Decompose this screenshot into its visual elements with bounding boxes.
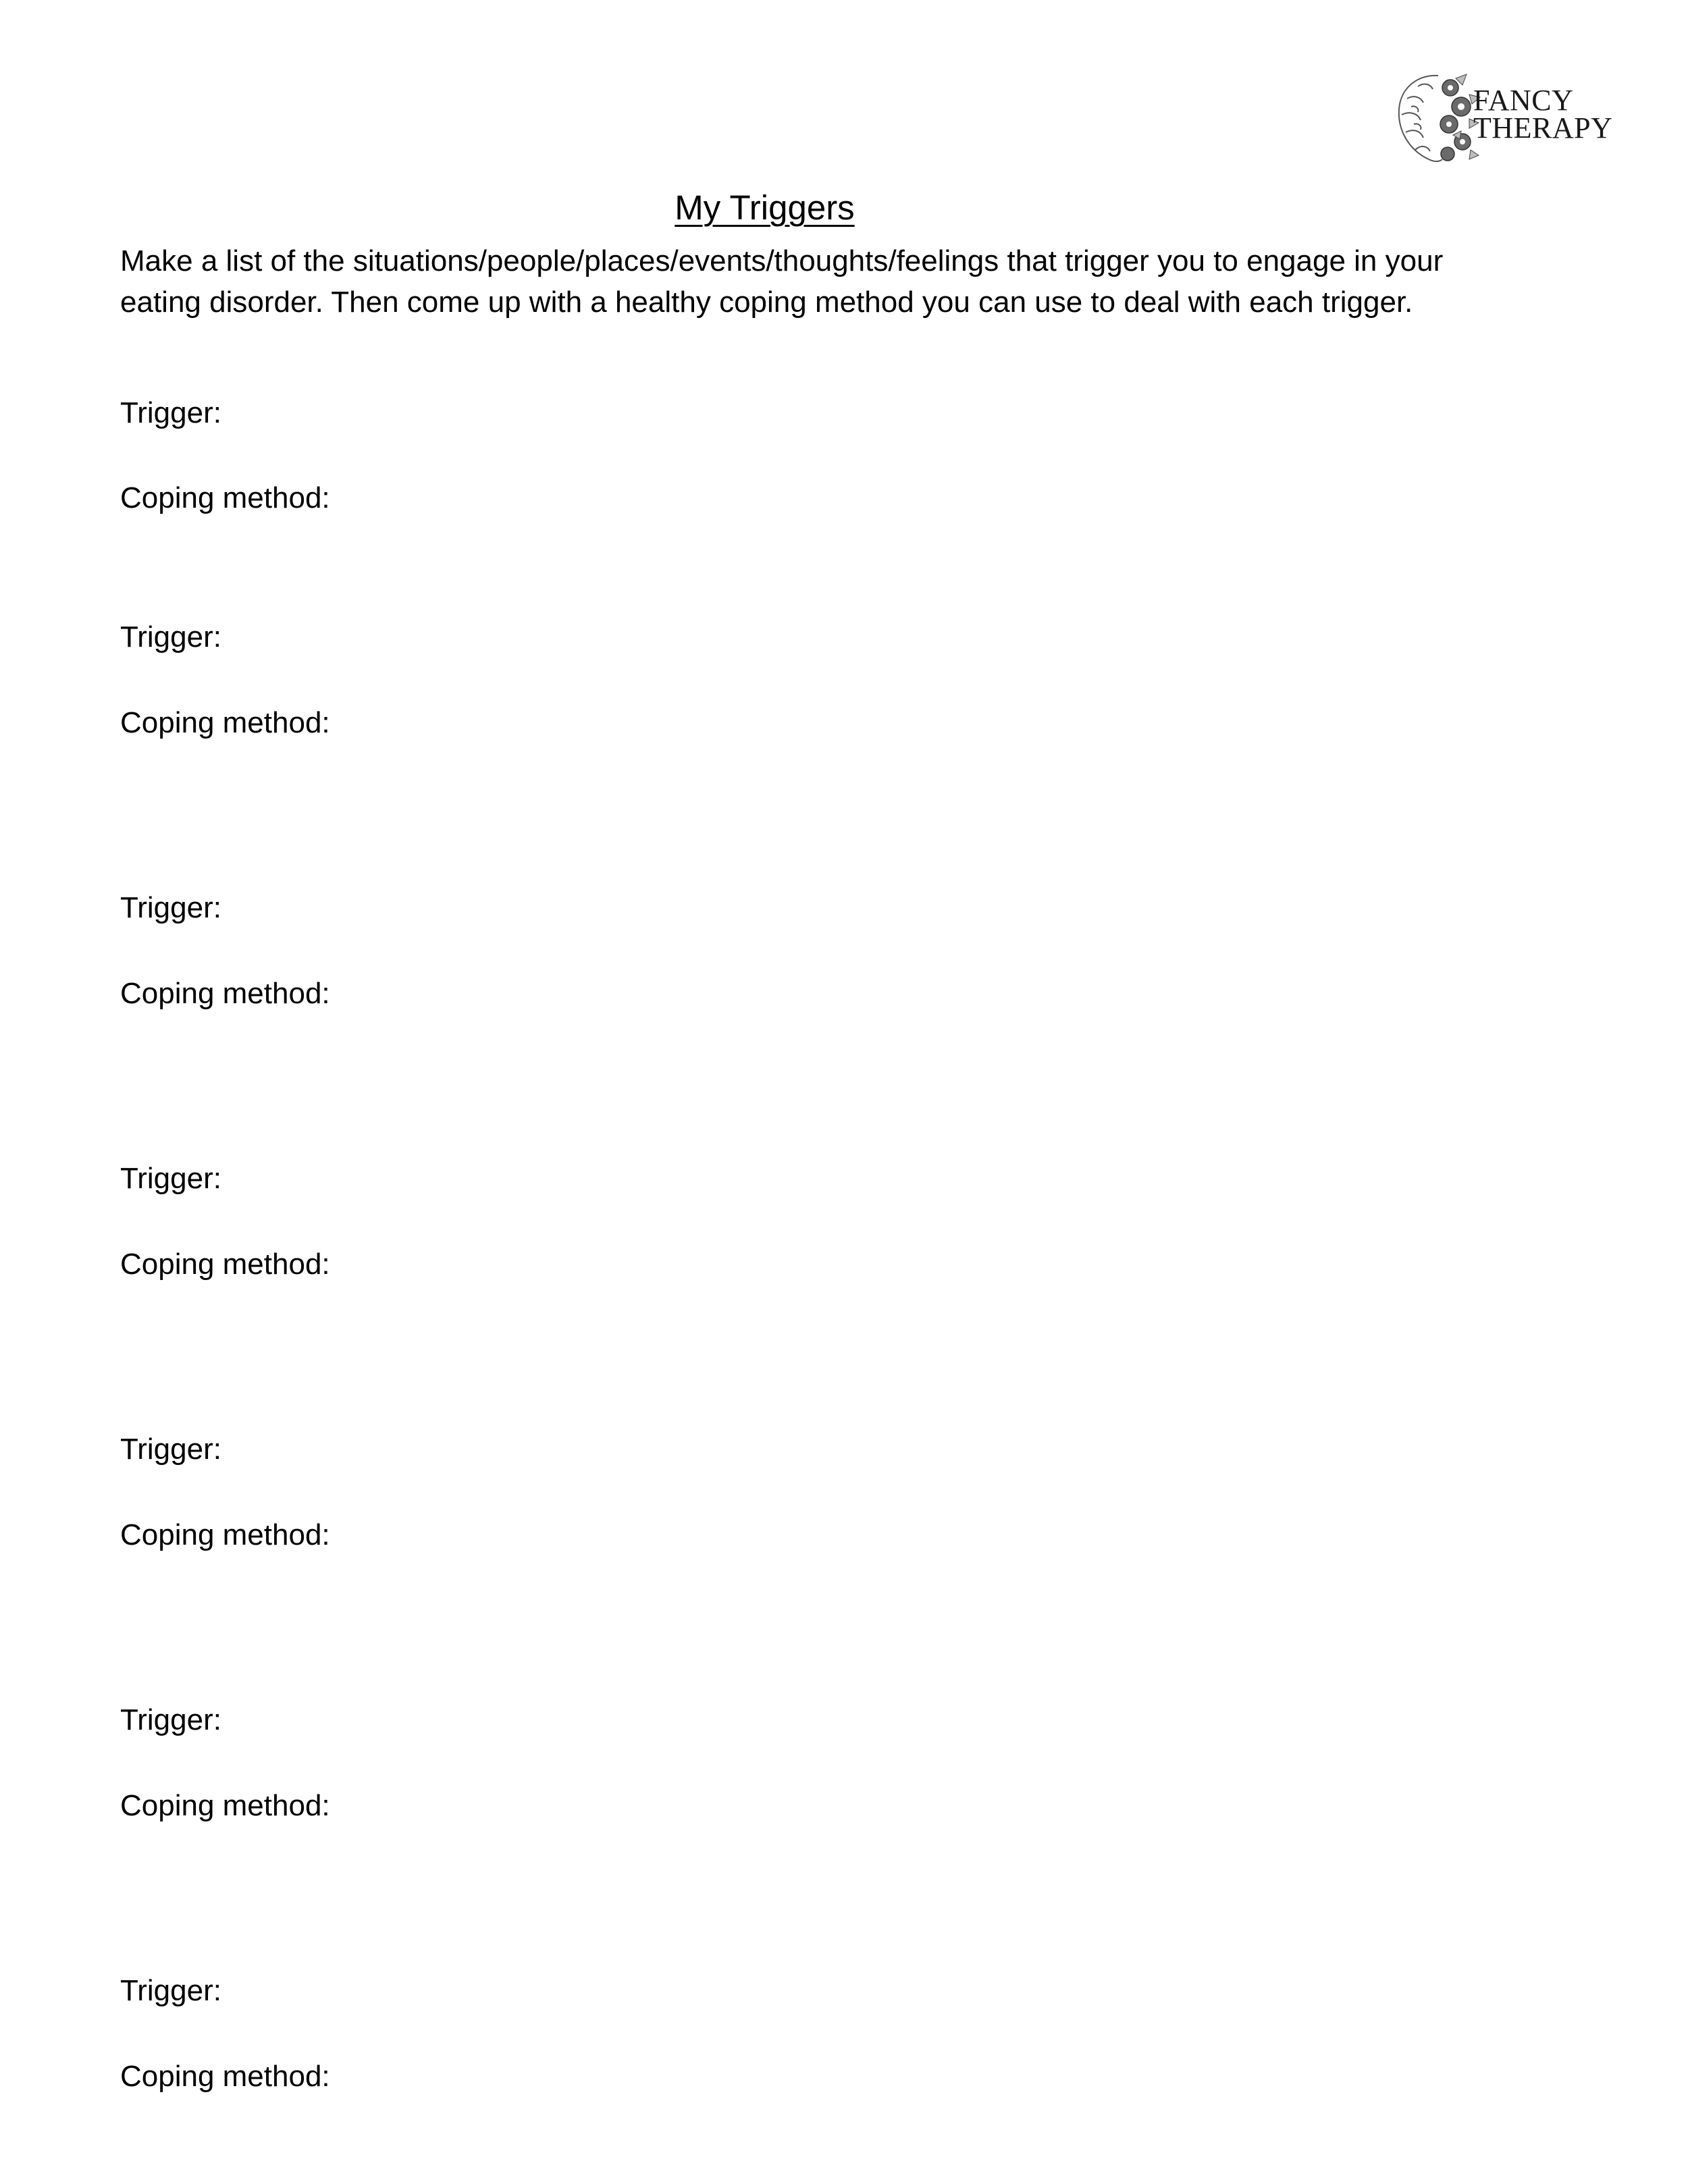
coping-label-3: Coping method: <box>120 977 330 1010</box>
coping-label-5: Coping method: <box>120 1518 330 1551</box>
trigger-label-1: Trigger: <box>120 396 221 429</box>
page-title: My Triggers <box>675 188 855 227</box>
trigger-label-3: Trigger: <box>120 891 221 924</box>
coping-label-2: Coping method: <box>120 706 330 739</box>
logo-line-1: FANCY <box>1473 84 1574 117</box>
logo-line-2: THERAPY <box>1473 111 1613 144</box>
trigger-label-5: Trigger: <box>120 1433 221 1466</box>
instructions-paragraph: Make a list of the situations/people/places/events/thoughts/feelings that trigger you to engage in your eating disorder. Then come up with a healthy coping method you can use to deal with each trigger. <box>120 244 1444 319</box>
coping-label-1: Coping method: <box>120 481 330 514</box>
fancy-therapy-logo <box>1391 68 1614 169</box>
coping-label-7: Coping method: <box>120 2060 330 2093</box>
brain-flower-icon <box>1391 68 1485 169</box>
coping-label-6: Coping method: <box>120 1789 330 1822</box>
trigger-label-7: Trigger: <box>120 1974 221 2007</box>
logo-wordmark <box>1473 86 1612 142</box>
coping-label-4: Coping method: <box>120 1248 330 1281</box>
trigger-label-2: Trigger: <box>120 620 221 654</box>
trigger-label-6: Trigger: <box>120 1703 221 1736</box>
trigger-label-4: Trigger: <box>120 1162 221 1195</box>
